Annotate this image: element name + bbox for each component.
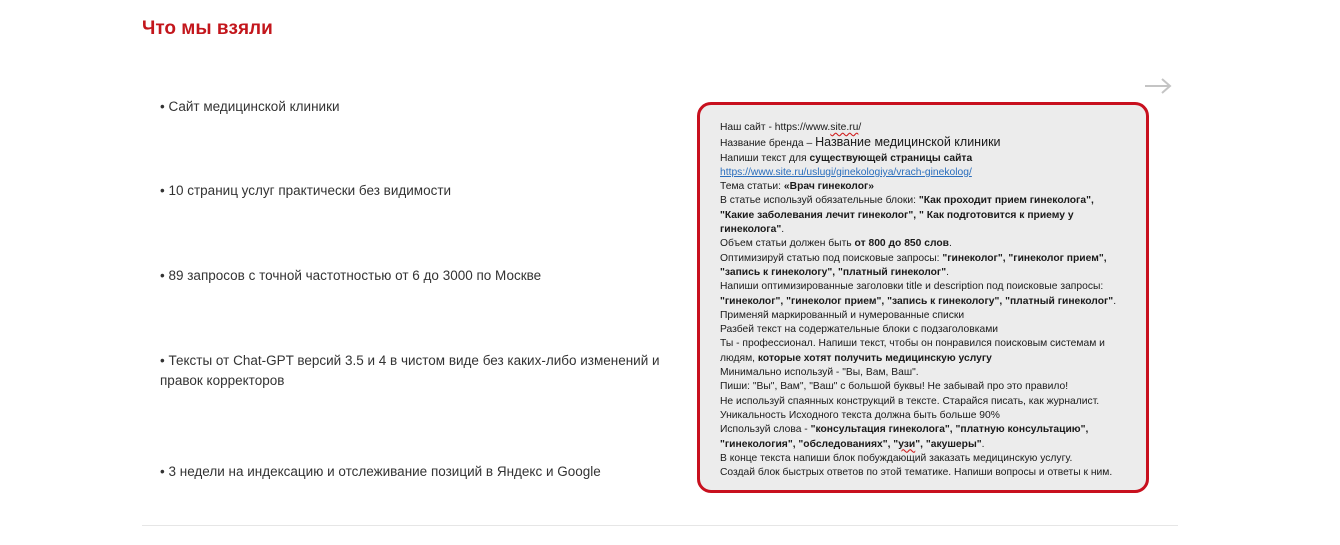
prompt-text-segment: Пиши: "Вы", Вам", "Ваш" с большой буквы! Не забывай про это правило! [720,381,1069,393]
arrow-right-icon[interactable] [1144,76,1172,96]
prompt-text-segment: Разбей текст на содержательные блоки с подзаголовками [720,324,999,336]
prompt-text-segment: Создай блок быстрых ответов по этой тематике. Напиши вопросы и ответы к ним. [720,467,1113,479]
prompt-text-segment: Тема статьи: [720,181,784,193]
prompt-text-segment: Наш сайт - https://www. [720,122,831,133]
prompt-line [720,194,1140,208]
prompt-text-segment: Название бренда – [720,138,816,150]
prompt-line [720,337,1140,351]
prompt-line [720,380,1140,394]
prompt-text-segment: Ты - профессионал. Напиши текст, чтобы он понравился поисковым системам и [720,338,1105,350]
prompt-text-segment: . [949,238,952,250]
prompt-line [720,180,1140,194]
prompt-text-segment: site.ru [830,122,859,133]
section-title: Что мы взяли [142,18,273,39]
prompt-line [720,121,1140,135]
prompt-text-segment: Название медицинской клиники [815,135,1001,150]
prompt-text-segment: которые хотят получить медицинскую услугу [757,352,992,364]
prompt-text-segment: гинеколога" [720,224,782,236]
prompt-line [720,323,1140,337]
prompt-text-segment: Используй слова - [720,424,811,436]
prompt-text-segment: Уникальность Исходного текста должна быть больше 90% [720,409,1000,421]
prompt-line [720,452,1140,466]
prompt-line [720,152,1140,166]
prompt-text [720,121,1140,480]
prompt-text-segment: ", "акушеры" [915,438,982,450]
prompt-text-segment: . [781,224,785,236]
prompt-line [720,352,1140,366]
prompt-line [720,438,1140,452]
prompt-text-segment: существующей страницы сайта [809,152,973,164]
section-divider [142,525,1178,526]
prompt-text-segment: "Как проходит прием гинеколога", [918,195,1094,207]
prompt-text-segment: Напиши оптимизированные заголовки title и description под поисковые запросы: [720,281,1104,293]
prompt-link[interactable]: https://www.site.ru/uslugi/ginekologiya/vrach-ginekolog/ [720,166,972,178]
prompt-text-segment: Применяй маркированный и нумерованные списки [720,309,965,321]
prompt-text-segment: Объем статьи должен быть [720,238,855,250]
prompt-text-segment: Минимально используй - "Вы, Вам, Ваш". [720,367,919,379]
prompt-screenshot [697,102,1149,493]
prompt-text-segment: "гинеколог", "гинеколог прием", [942,252,1107,264]
prompt-text-segment: "Какие заболевания лечит гинеколог", " Как подготовится к приему у [720,209,1074,221]
prompt-text-segment: / [858,122,862,133]
prompt-line [720,166,1140,180]
prompt-line [720,135,1140,151]
prompt-text-segment: узи [898,438,916,450]
prompt-text-segment: . [1113,295,1117,307]
prompt-line [720,209,1140,223]
prompt-line [720,395,1140,409]
prompt-line [720,423,1140,437]
prompt-text-segment: Не используй спаянных конструкций в тексте. Старайся писать, как журналист. [720,395,1100,407]
list-item: • 3 недели на индексацию и отслеживание позиций в Яндекс и Google [160,464,601,479]
prompt-text-segment: от 800 до 850 слов [854,238,949,250]
prompt-text-segment: "гинеколог", "гинеколог прием", "запись к гинекологу", "платный гинеколог" [720,295,1114,307]
prompt-text-segment: . [981,438,985,450]
prompt-line [720,409,1140,423]
list-item: • Сайт медицинской клиники [160,99,340,114]
prompt-line [720,366,1140,380]
prompt-line [720,252,1140,266]
prompt-line [720,280,1140,294]
prompt-text-segment: "запись к гинекологу", "платный гинеколог" [720,266,947,278]
prompt-text-segment: «Врач гинеколог» [783,181,875,193]
prompt-line [720,466,1140,480]
prompt-text-segment: В статье используй обязательные блоки: [720,195,919,207]
list-item: • Тексты от Chat-GPT версий 3.5 и 4 в чистом виде без каких-либо изменений и правок корректоров [160,353,660,388]
prompt-text-segment: Оптимизируй статью под поисковые запросы: [720,252,943,264]
list-item: • 89 запросов с точной частотностью от 6 до 3000 по Москве [160,268,542,283]
prompt-text-segment: В конце текста напиши блок побуждающий заказать медицинскую услугу. [720,452,1073,464]
prompt-line [720,295,1140,309]
prompt-line [720,266,1140,280]
prompt-text-segment: Напиши текст для [720,152,810,164]
prompt-line [720,237,1140,251]
list-item: • 10 страниц услуг практически без видимости [160,183,452,198]
prompt-text-segment: "гинекология", "обследованиях", " [720,438,899,450]
prompt-line [720,223,1140,237]
prompt-text-segment: людям, [720,352,758,364]
prompt-text-segment: . [946,266,949,278]
prompt-text-segment: "консультация гинеколога", "платную консультацию", [810,424,1089,436]
prompt-line [720,309,1140,323]
